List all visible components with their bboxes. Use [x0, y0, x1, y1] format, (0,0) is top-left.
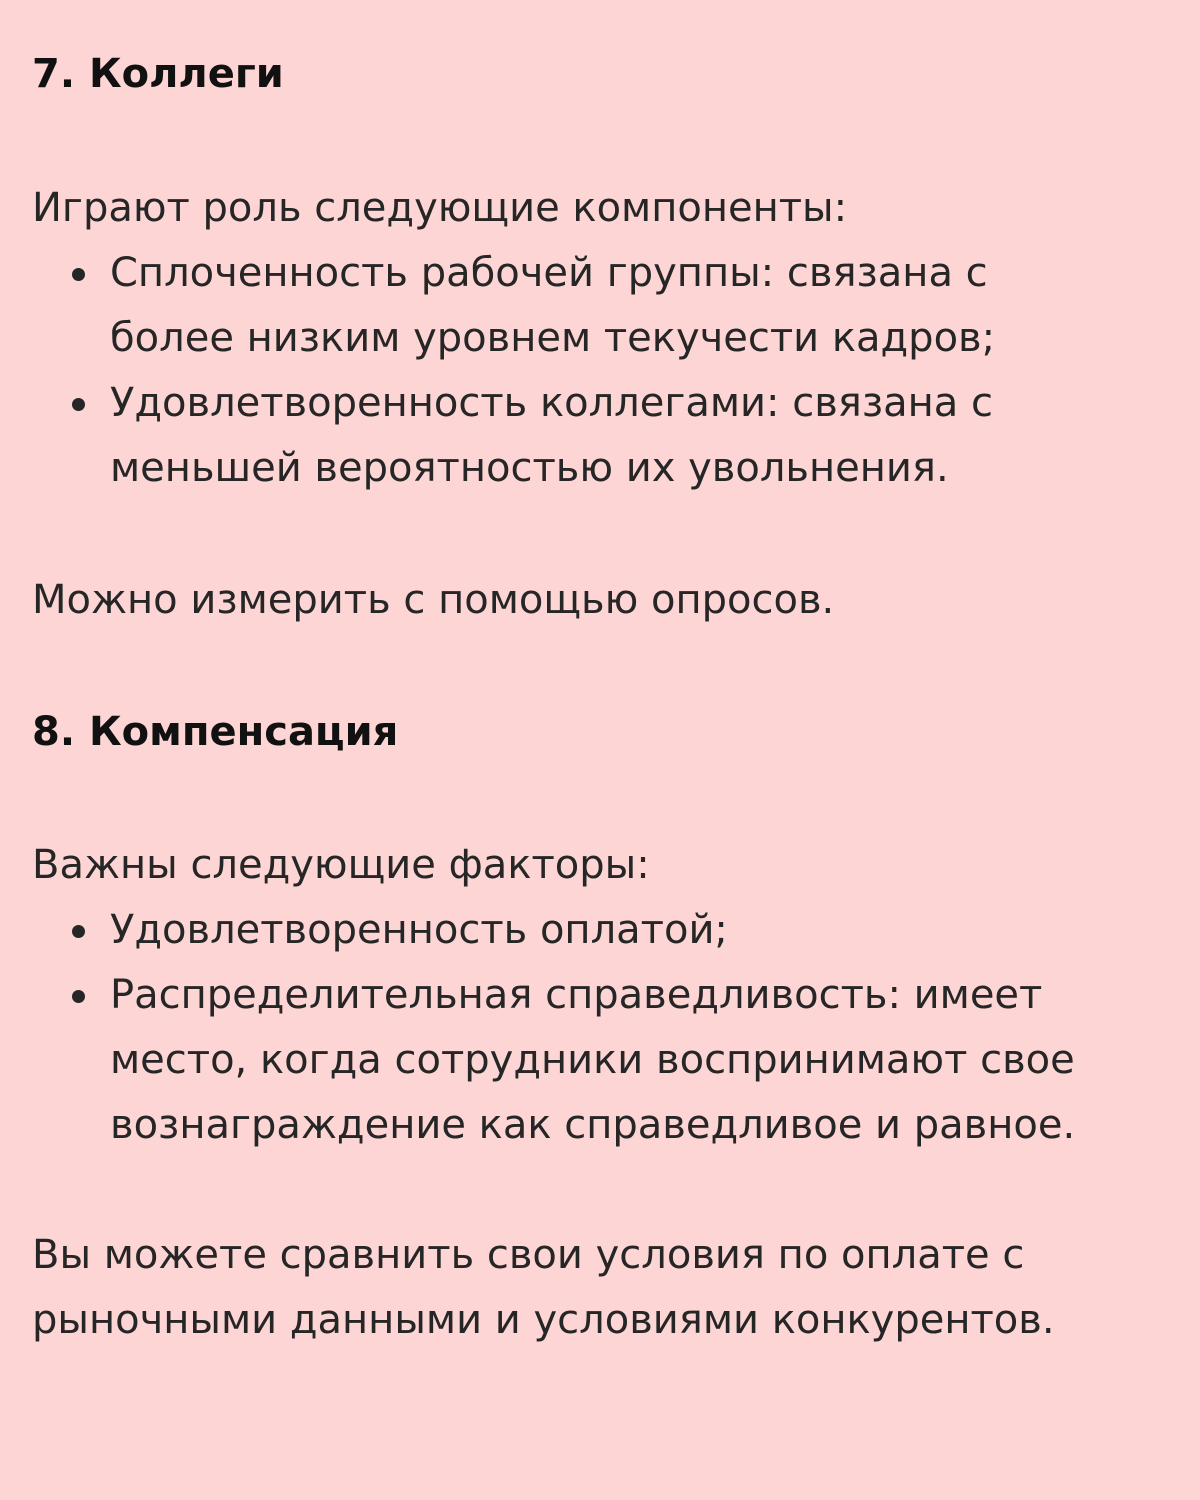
section-8-bullet-item	[32, 898, 1075, 963]
bullet-dot-icon	[72, 268, 85, 281]
note-line: рыночными данными и условиями конкурентов.	[32, 1297, 1055, 1343]
section-7-intro: Играют роль следующие компоненты:	[32, 185, 848, 231]
section-7-heading: 7. Коллеги	[32, 51, 284, 97]
section-8-heading: 8. Компенсация	[32, 709, 399, 755]
bullet-line: меньшей вероятностью их увольнения.	[110, 445, 949, 491]
bullet-line: Удовлетворенность оплатой;	[110, 907, 728, 953]
section-8-intro: Важны следующие факторы:	[32, 842, 650, 888]
bullet-line: Удовлетворенность коллегами: связана с	[110, 380, 994, 426]
section-8-bullet-item	[32, 963, 1075, 1158]
bullet-line: Распределительная справедливость: имеет	[110, 972, 1043, 1018]
section-7-bullet-item	[32, 241, 995, 371]
section-7-bullet-item	[32, 371, 995, 501]
bullet-line: место, когда сотрудники воспринимают свое	[110, 1037, 1075, 1083]
bullet-line: более низким уровнем текучести кадров;	[110, 315, 996, 361]
bullet-dot-icon	[72, 990, 85, 1003]
note-line: Вы можете сравнить свои условия по оплате с	[32, 1232, 1025, 1278]
section-7-note: Можно измерить с помощью опросов.	[32, 577, 835, 623]
section-8-bullet-list	[32, 898, 1075, 1158]
bullet-line: Сплоченность рабочей группы: связана с	[110, 250, 988, 296]
section-7-bullet-list	[32, 241, 995, 501]
bullet-dot-icon	[72, 398, 85, 411]
section-8-note	[32, 1223, 1055, 1353]
bullet-line: вознаграждение как справедливое и равное.	[110, 1102, 1076, 1148]
bullet-dot-icon	[72, 925, 85, 938]
